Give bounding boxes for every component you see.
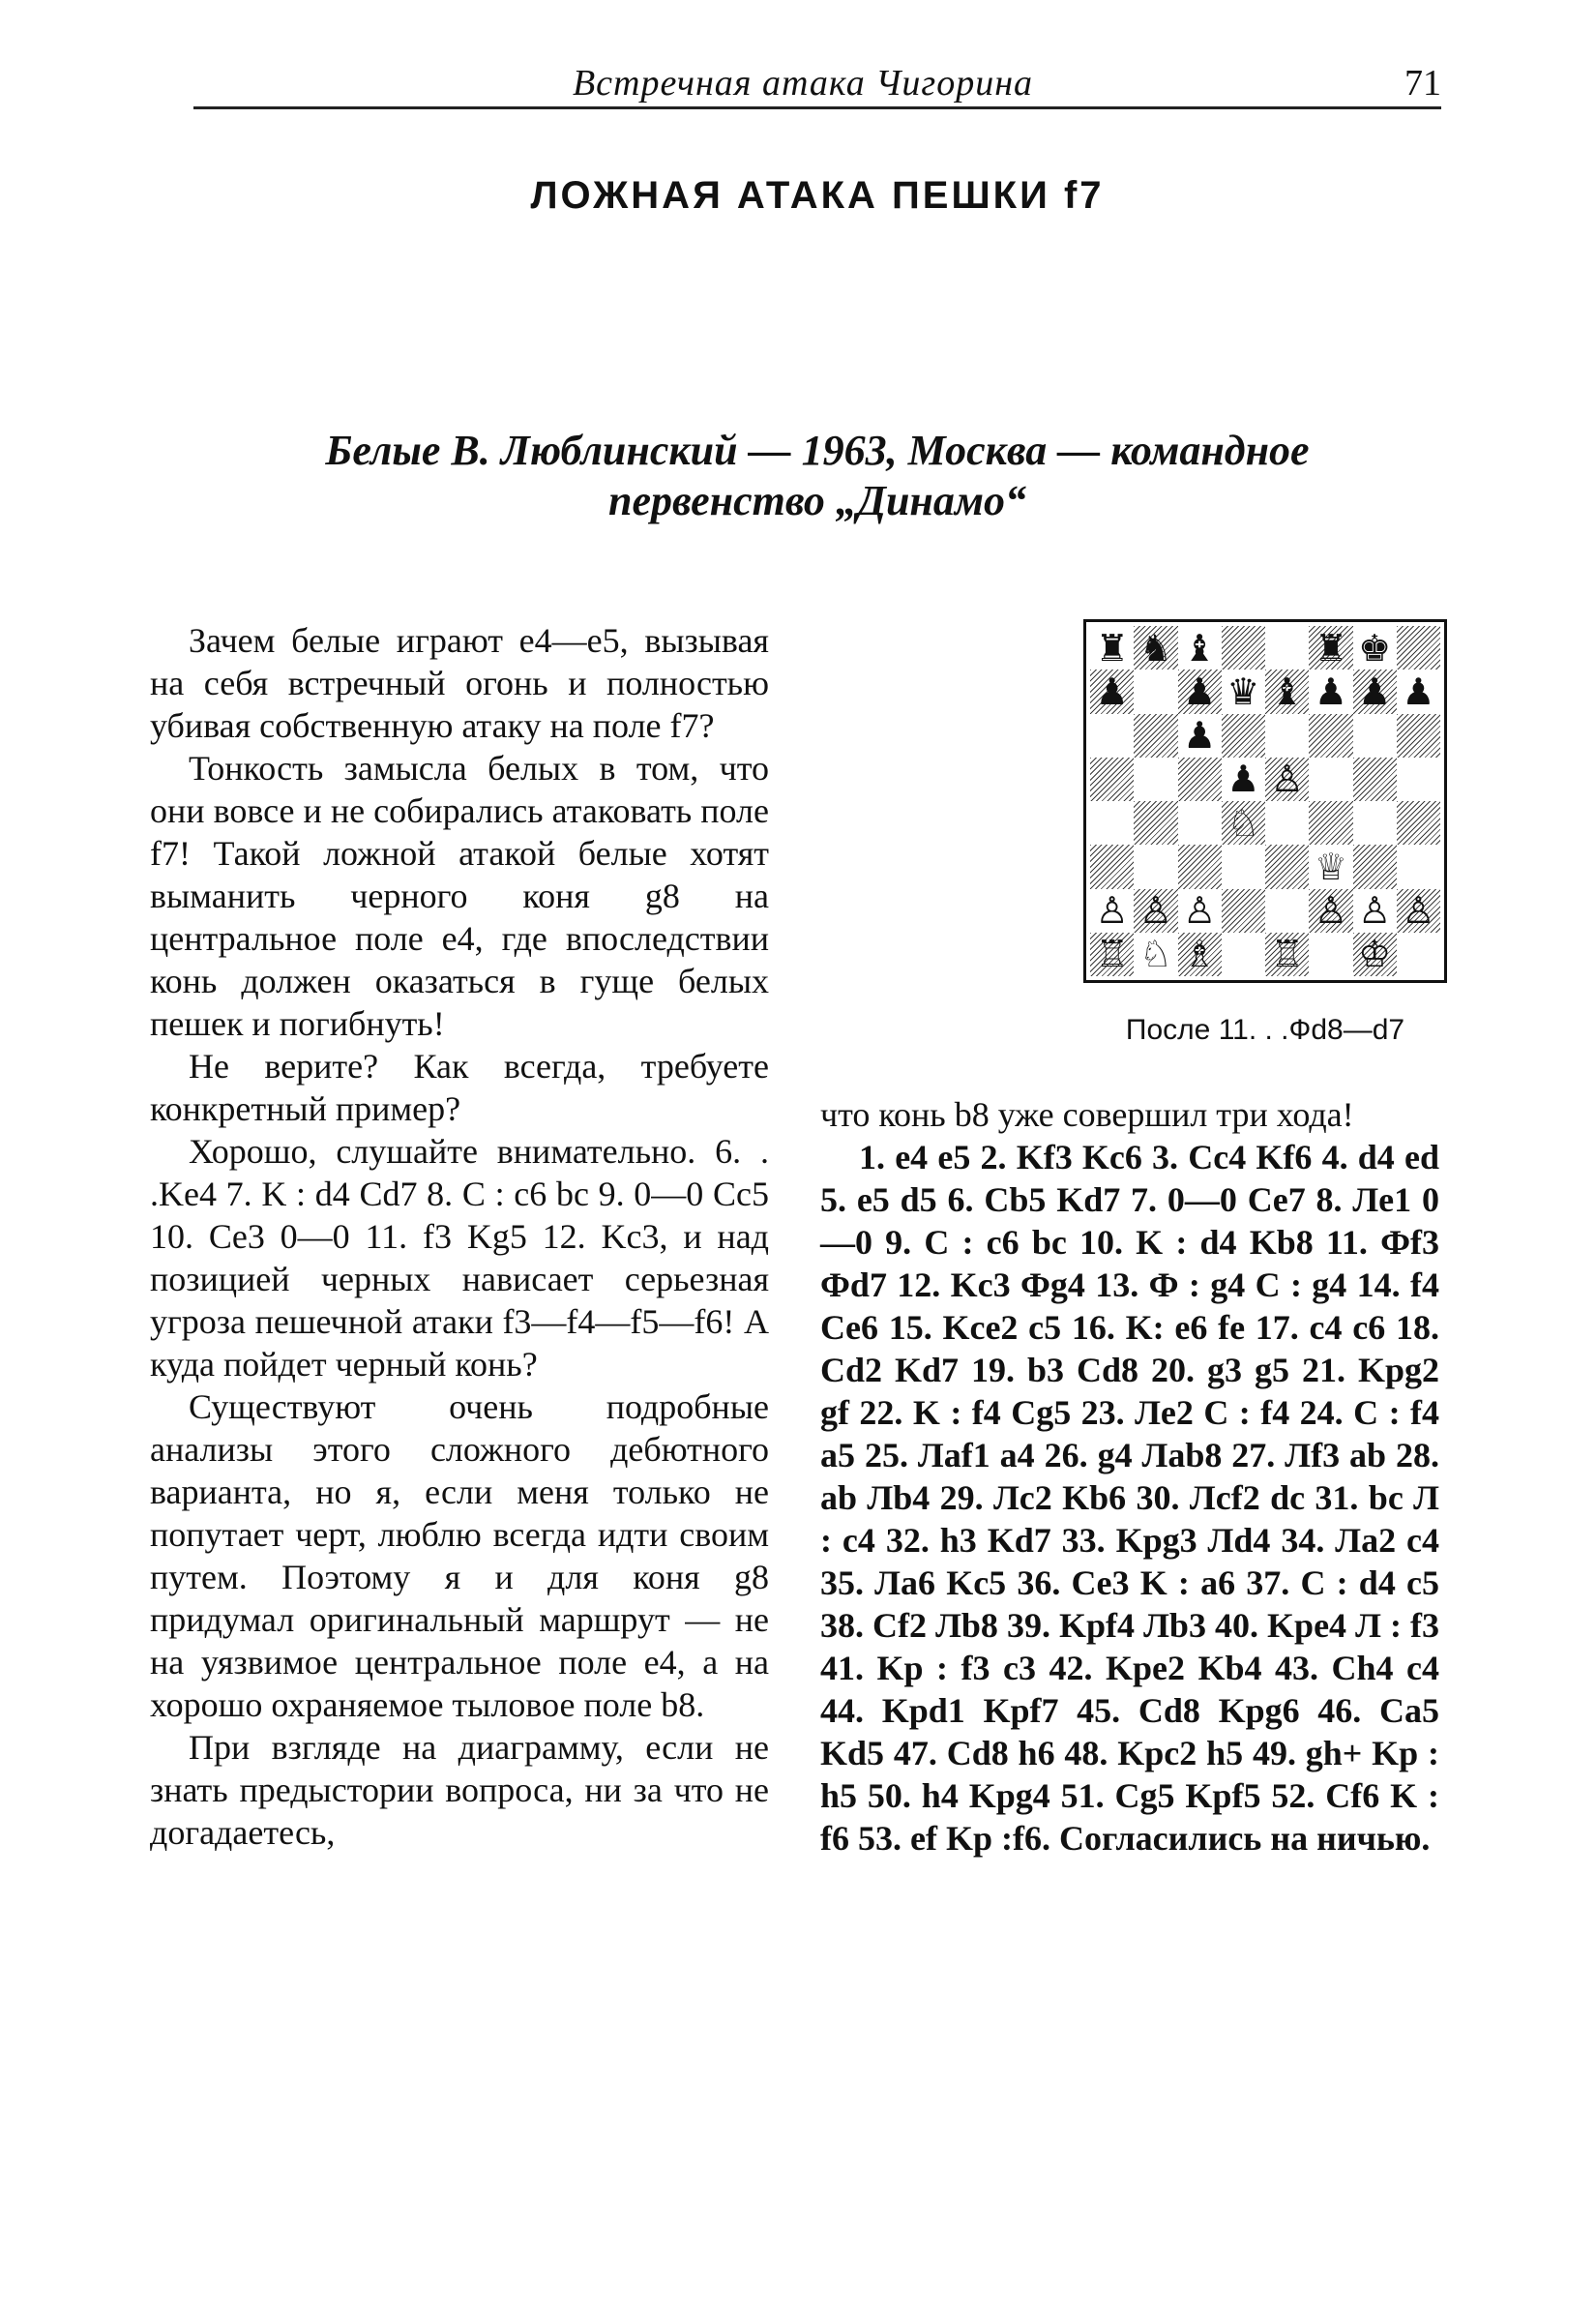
paragraph: Тонкость замысла белых в том, что они вовсе и не собирались атаковать поле f7! Такой ложной атакой белые хотят выманить черного коня g8 на центральное поле e4, где впоследствии конь должен оказаться в гуще белых пешек и погибнуть! [150,749,769,1043]
chess-piece-icon: ♙ [1095,889,1129,933]
chess-piece-icon: ♕ [1314,845,1347,888]
square-e8 [1265,626,1309,670]
square-g4 [1353,801,1397,845]
square-g5 [1353,758,1397,801]
square-a4 [1090,801,1134,845]
running-title: Встречная атака Чигорина [572,63,1034,104]
square-c3 [1178,845,1222,888]
square-b5 [1134,758,1177,801]
chess-piece-icon: ♖ [1095,933,1129,976]
paragraph: Существуют очень подробные анализы этого сложного дебютного варианта, но я, если меня только не попутает черт, люблю всегда идти своим путем. Поэтому я и для коня g8 придумал оригинальный маршрут — не на уязвимое центральное поле e4, а на хорошо охраняемое тыловое поле b8. [150,1387,769,1724]
square-a2 [1090,889,1134,933]
chess-piece-icon: ♘ [1227,801,1260,845]
chess-piece-icon: ♙ [1314,889,1347,933]
square-f7 [1309,670,1352,713]
chess-piece-icon: ♟ [1183,714,1217,758]
square-d2 [1222,889,1265,933]
square-f4 [1309,801,1352,845]
square-g1 [1353,933,1397,976]
chess-board [1090,626,1440,976]
square-b2 [1134,889,1177,933]
right-column [820,1093,1439,1860]
square-e5 [1265,758,1309,801]
chess-piece-icon: ♝ [1183,626,1217,670]
chess-piece-icon: ♟ [1314,670,1347,713]
paragraph: Не верите? Как всегда, требуете конкретный пример? [150,1047,769,1128]
square-f1 [1309,933,1352,976]
left-column [150,619,769,1854]
game-heading [193,426,1441,526]
square-c4 [1178,801,1222,845]
chess-piece-icon: ♟ [1183,670,1217,713]
paragraph: Хорошо, слушайте внимательно. 6. . .Ke4 7. K : d4 Cd7 8. C : c6 bc 9. 0—0 Cc5 10. Ce3 0—0 11. f3 Kg5 12. Kc3, и над позицией черных нависает серьезная угроза пешечной атаки f3—f4—f5—f6! А куда пойдет черный конь? [150,1132,769,1384]
square-e3 [1265,845,1309,888]
square-f5 [1309,758,1352,801]
square-a8 [1090,626,1134,670]
square-c6 [1178,714,1222,758]
square-b7 [1134,670,1177,713]
square-h1 [1397,933,1440,976]
chess-piece-icon: ♛ [1227,670,1260,713]
square-f8 [1309,626,1352,670]
chess-piece-icon: ♔ [1358,933,1392,976]
square-b1 [1134,933,1177,976]
square-c8 [1178,626,1222,670]
square-h5 [1397,758,1440,801]
chess-piece-icon: ♙ [1183,889,1217,933]
square-f3 [1309,845,1352,888]
square-d5 [1222,758,1265,801]
chess-piece-icon: ♞ [1138,626,1172,670]
square-f6 [1309,714,1352,758]
square-e1 [1265,933,1309,976]
square-e4 [1265,801,1309,845]
square-d8 [1222,626,1265,670]
square-a3 [1090,845,1134,888]
square-a5 [1090,758,1134,801]
chess-piece-icon: ♟ [1095,670,1129,713]
chess-piece-icon: ♜ [1314,626,1347,670]
square-c7 [1178,670,1222,713]
chess-piece-icon: ♚ [1358,626,1392,670]
square-d4 [1222,801,1265,845]
square-h3 [1397,845,1440,888]
diagram-caption: После 11. . .Фd8—d7 [1125,1014,1405,1046]
chess-diagram [1083,619,1447,983]
square-b8 [1134,626,1177,670]
square-c2 [1178,889,1222,933]
chess-piece-icon: ♟ [1358,670,1392,713]
paragraph: Зачем белые играют e4—e5, вызывая на себя встречный огонь и полностью убивая собственную атаку на поле f7? [150,621,769,745]
square-a6 [1090,714,1134,758]
square-d1 [1222,933,1265,976]
page-number: 71 [1404,63,1441,104]
square-c5 [1178,758,1222,801]
square-b4 [1134,801,1177,845]
square-a1 [1090,933,1134,976]
square-e7 [1265,670,1309,713]
square-h4 [1397,801,1440,845]
chapter-title: ЛОЖНАЯ АТАКА ПЕШКИ f7 [530,174,1105,217]
square-g3 [1353,845,1397,888]
square-g6 [1353,714,1397,758]
chess-piece-icon: ♟ [1402,670,1435,713]
square-d6 [1222,714,1265,758]
chess-piece-icon: ♜ [1095,626,1129,670]
chess-piece-icon: ♖ [1270,933,1304,976]
continuation-text: что конь b8 уже совершил три хода! [820,1095,1354,1134]
square-g2 [1353,889,1397,933]
square-c1 [1178,933,1222,976]
paragraph: При взгляде на диаграмму, если не знать предыстории вопроса, ни за что не догадаетесь, [150,1728,769,1852]
square-d3 [1222,845,1265,888]
square-h7 [1397,670,1440,713]
square-h2 [1397,889,1440,933]
game-heading-line-2: первенство „Динамо“ [607,477,1026,524]
chess-piece-icon: ♙ [1138,889,1172,933]
chess-piece-icon: ♗ [1183,933,1217,976]
square-h6 [1397,714,1440,758]
chess-piece-icon: ♝ [1270,670,1304,713]
square-g7 [1353,670,1397,713]
game-moves: 1. e4 e5 2. Kf3 Kc6 3. Cc4 Kf6 4. d4 ed 5. e5 d5 6. Cb5 Kd7 7. 0—0 Ce7 8. Лe1 0—0 9. C : c6 bc 10. K : d4 Kb8 11. Фf3 Фd7 12. Kc3 Фg4 13. Ф : g4 C : g4 14. f4 Ce6 15. Kce2 c5 16. K: e6 fe 17. c4 c6 18. Cd2 Kd7 19. b3 Cd8 20. g3 g5 21. Kpg2 gf 22. K : f4 Cg5 23. Лe2 C : f4 24. C : f4 a5 25. Лaf1 a4 26. g4 Лab8 27. Лf3 ab 28. ab Лb4 29. Лc2 Kb6 30. Лcf2 dc 31. bc Л : c4 32. h3 Kd7 33. Kpg3 Лd4 34. Лa2 c4 35. Лa6 Kc5 36. Ce3 K : a6 37. C : d4 c5 38. Cf2 Лb8 39. Kpf4 Лb3 40. Kpe4 Л : f3 41. Kp : f3 c3 42. Kpe2 Kb4 43. Ch4 c4 44. Kpd1 Kpf7 45. Cd8 Kpg6 46. Ca5 Kd5 47. Cd8 h6 48. Kpc2 h5 49. gh+ Kp : h5 50. h4 Kpg4 51. Cg5 Kpf5 52. Cf6 K : f6 53. ef Kp :f6. Согласились на ничью. [820,1138,1439,1858]
square-e2 [1265,889,1309,933]
square-f2 [1309,889,1352,933]
game-heading-line-1: Белые В. Люблинский — 1963, Москва — командное [325,427,1310,474]
square-g8 [1353,626,1397,670]
running-head [193,56,1441,109]
square-b6 [1134,714,1177,758]
square-h8 [1397,626,1440,670]
chess-piece-icon: ♟ [1227,758,1260,801]
square-e6 [1265,714,1309,758]
square-b3 [1134,845,1177,888]
chess-piece-icon: ♙ [1270,758,1304,801]
chess-piece-icon: ♘ [1138,933,1172,976]
square-d7 [1222,670,1265,713]
square-a7 [1090,670,1134,713]
chess-piece-icon: ♙ [1402,889,1435,933]
chess-piece-icon: ♙ [1358,889,1392,933]
